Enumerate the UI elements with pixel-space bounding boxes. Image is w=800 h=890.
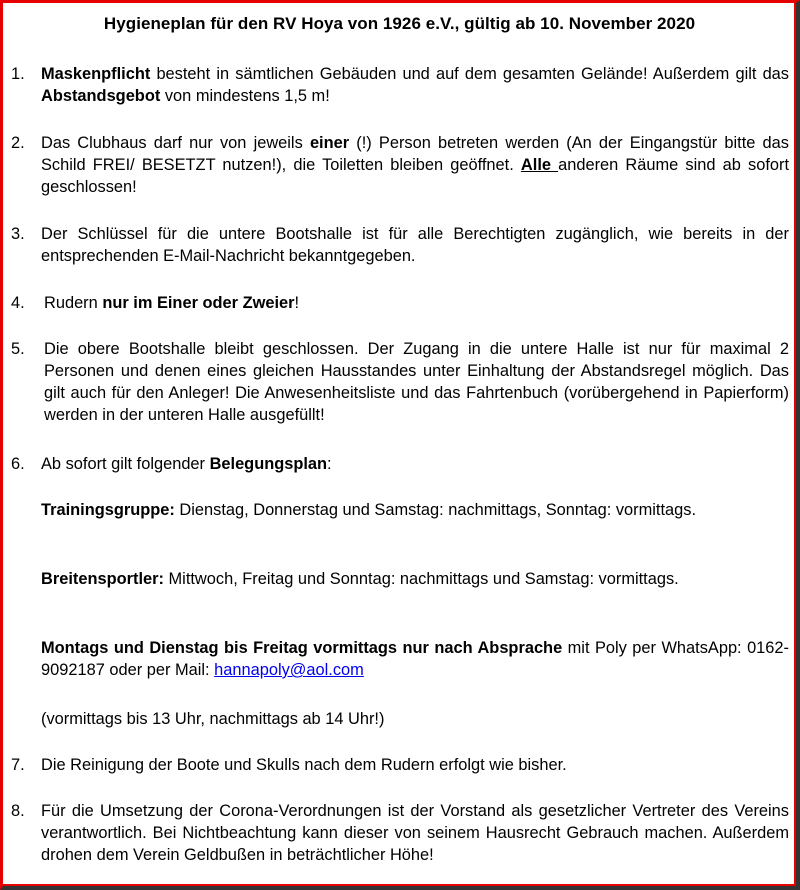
item-bold-text: nur im Einer oder Zweier — [102, 294, 295, 312]
item-text: von mindestens 1,5 m! — [160, 87, 330, 105]
item-number: 5. — [11, 340, 25, 358]
rule-item-1 — [11, 63, 789, 107]
item-text: Die obere Bootshalle bleibt geschlossen. Der Zugang in die untere Halle ist nur für maximal 2 Personen und denen eines gleichen Hausstandes unter Einhaltung der Abstandsregel möglich. Das gilt auch für den Anleger! Die Anwesenheitsliste und das Fahrtenbuch (vorübergehend in Papierform) werden in der unteren Halle ausgefüllt! — [44, 340, 789, 424]
rule-item-4 — [11, 292, 789, 314]
item-text: besteht in sämtlichen Gebäuden und auf dem gesamten Gelände! Außerdem gilt das — [150, 65, 789, 83]
item-text: (vormittags bis 13 Uhr, nachmittags ab 14 Uhr!) — [41, 710, 385, 728]
item-text: Für die Umsetzung der Corona-Verordnungen ist der Vorstand als gesetzlicher Vertreter des Vereins verantwortlich. Bei Nichtbeachtung kann dieser von seinem Hausrecht Gebrauch machen. Außerdem drohen dem Verein Geldbußen in beträchtlicher Höhe! — [41, 802, 789, 864]
appointment-bold-text: Montags und Dienstag bis Freitag vormittags nur nach Absprache — [41, 639, 563, 657]
rule-item-7 — [11, 754, 789, 776]
email-link[interactable]: hannapoly@aol.com — [214, 661, 364, 679]
hours-note — [11, 708, 789, 730]
appointment-note — [11, 637, 789, 681]
item-text: mit Poly per WhatsApp: 0162-9092187 oder per Mail: — [41, 639, 789, 679]
training-group-label: Trainingsgruppe: — [41, 501, 175, 519]
item-text: Dienstag, Donnerstag und Samstag: nachmittags, Sonntag: vormittags. — [174, 501, 697, 519]
schedule-label: Belegungsplan — [209, 455, 328, 473]
item-text: ! — [294, 294, 300, 312]
item-number: 7. — [11, 756, 25, 774]
item-text: : — [327, 455, 332, 473]
rule-item-8 — [11, 800, 789, 866]
mask-rule-label: Maskenpflicht — [41, 65, 151, 83]
item-text: Mittwoch, Freitag und Sonntag: nachmittags und Samstag: vormittags. — [163, 570, 679, 588]
rule-item-2 — [11, 132, 789, 198]
item-number: 2. — [11, 134, 25, 152]
item-number: 1. — [11, 65, 25, 83]
item-number: 4. — [11, 294, 25, 312]
item-text: Das Clubhaus darf nur von jeweils — [41, 134, 310, 152]
item-text: anderen Räume sind ab sofort geschlossen! — [41, 156, 789, 196]
item-number: 8. — [11, 802, 25, 820]
training-group-schedule — [11, 499, 789, 521]
item-text: Rudern — [44, 294, 103, 312]
item-text: Die Reinigung der Boote und Skulls nach dem Rudern erfolgt wie bisher. — [41, 756, 567, 774]
item-bold-text: einer — [309, 134, 350, 152]
item-underlined-text: Alle — [520, 156, 559, 174]
recreational-schedule — [11, 568, 789, 590]
item-number: 6. — [11, 455, 25, 473]
item-text: (!) Person betreten werden (An der Eingangstür bitte das Schild FREI/ BESETZT nutzen!), die Toiletten bleiben geöffnet. — [41, 134, 789, 174]
distance-rule-label: Abstandsgebot — [41, 87, 161, 105]
rule-item-6 — [11, 453, 789, 475]
rule-item-5 — [11, 338, 789, 426]
recreational-label: Breitensportler: — [41, 570, 164, 588]
item-text: Der Schlüssel für die untere Bootshalle ist für alle Berechtigten zugänglich, wie bereits in der entsprechenden E-Mail-Nachricht bekanntgegeben. — [41, 225, 789, 265]
page-title: Hygieneplan für den RV Hoya von 1926 e.V., gültig ab 10. November 2020 — [103, 14, 696, 33]
item-text: Ab sofort gilt folgender — [41, 455, 210, 473]
item-number: 3. — [11, 225, 25, 243]
rule-item-3 — [11, 223, 789, 267]
